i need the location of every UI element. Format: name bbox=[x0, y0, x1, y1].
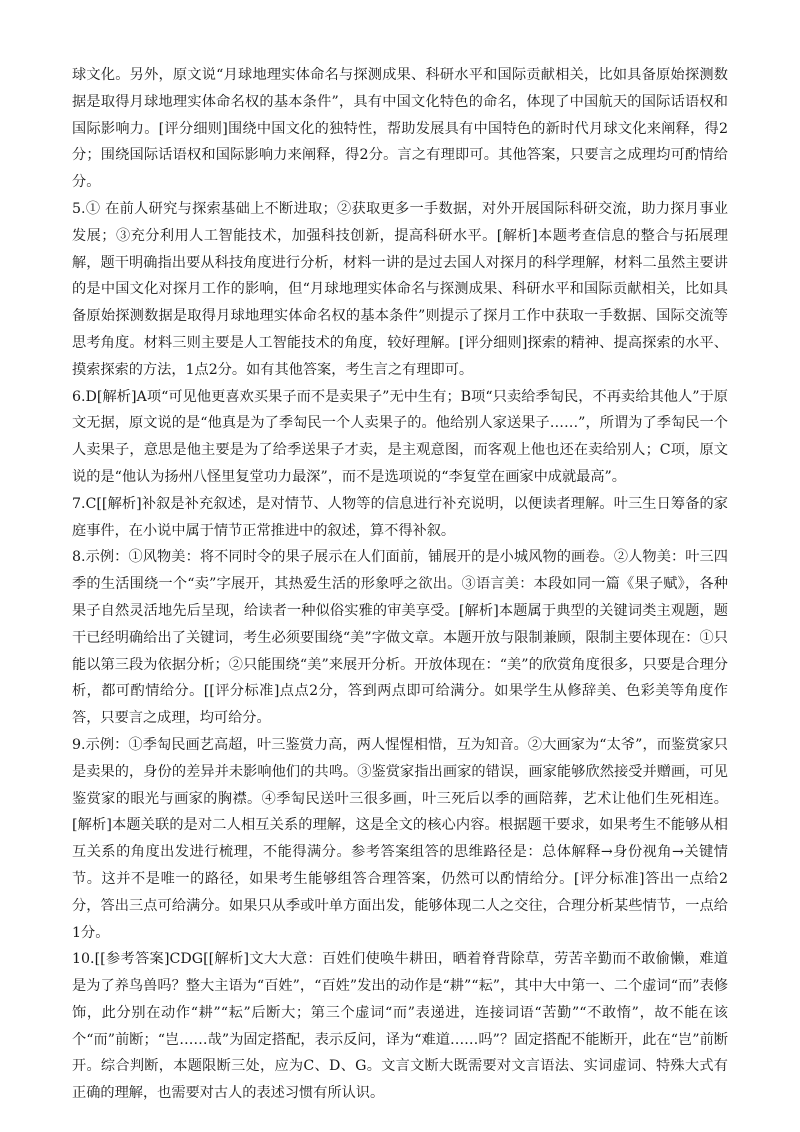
paragraph-moon-culture-continued: 球文化。另外，原文说“月球地理实体命名与探测成果、科研水平和国际贡献相关，比如具备原始探测数据是取得月球地理实体命名权的基本条件”，具有中国文化特色的命名，体现了中国航天的国际话语权和国际影响力。[评分细则]围绕中国文化的独特性，帮助发展具有中国特色的新时代月球文化来阐释，得2分；围绕国际话语权和国际影响力来阐释，得2分。言之有理即可。其他答案，只要言之成理均可酌情给分。 bbox=[72, 67, 728, 191]
answer-key-page bbox=[72, 62, 728, 1107]
answer-5: 5.① 在前人研究与探索基础上不断进取；②获取更多一手数据，对外开展国际科研交流，助力探月事业发展；③充分利用人工智能技术，加强科技创新，提高科研水平。[解析]本题考查信息的整合与拓展理解，题干明确指出要从科技角度进行分析，材料一讲的是过去国人对探月的科学理解，材料二虽然主要讲的是中国文化对探月工作的影响，但“月球地理实体命名与探测成果、科研水平和国际贡献相关，比如具备原始探测数据是取得月球地理实体命名权的基本条件”则提示了探月工作中获取一手数据、国际交流等思考角度。材料三则主要是人工智能技术的角度，较好理解。[评分细则]探索的精神、提高探索的水平、摸索探索的方法，1点2分。如有其他答案，考生言之有理即可。 bbox=[72, 200, 728, 378]
answer-10: 10.[[参考答案]CDG[[解析]文大大意：百姓们使唤牛耕田，晒着脊背除草，劳苦辛勤而不敢偷懒，难道是为了养鸟兽吗？整大主语为“百姓”，“百姓”发出的动作是“耕”“耘”，其中大中第一、二个虚词“而”表修饰，此分别在动作“耕”“耘”后断大；第三个虚词“而”表递进，连接词语“苦勤”“不敢惰”，故不能在该个“而”前断；“岂……哉”为固定搭配，表示反问，译为“难道……吗”？固定搭配不能断开，此在“岂”前断开。综合判断，本题限断三处，应为C、D、G。文言文断大既需要对文言语法、实词虚词、特殊大式有正确的理解，也需要对古人的表述习惯有所认识。 bbox=[72, 951, 728, 1102]
answer-9: 9.示例：①季匋民画艺高超，叶三鉴赏力高，两人惺惺相惜，互为知音。②大画家为“太爷”，而鉴赏家只是卖果的，身份的差异并未影响他们的共鸣。③鉴赏家指出画家的错误，画家能够欣然接受并赠画，可见鉴赏家的眼光与画家的胸襟。④季匋民送叶三很多画，叶三死后以季的画陪葬，艺术让他们生死相连。[解析]本题关联的是对二人相互关系的理解，这是全文的核心内容。根据题干要求，如果考生不能够从相互关系的角度出发进行梳理，不能得满分。参考答案组答的思维路径是：总体解释→身份视角→关键情节。这并不是唯一的路径，如果考生能够组答合理答案，仍然可以酌情给分。[评分标准]答出一点给2分，答出三点可给满分。如果只从季或叶单方面出发，能够体现二人之交往，合理分析某些情节，一点给1分。 bbox=[72, 736, 728, 941]
answer-7: 7.C[[解析]补叙是补充叙述，是对情节、人物等的信息进行补充说明，以便读者理解。叶三生日筹备的家庭事件，在小说中属于情节正常推进中的叙述，算不得补叙。 bbox=[72, 495, 728, 539]
answer-8: 8.示例：①风物美：将不同时令的果子展示在人们面前，铺展开的是小城风物的画卷。②人物美：叶三四季的生活围绕一个“卖”字展开，其热爱生活的形象呼之欲出。③语言美：本段如同一篇《果子赋》，各种果子自然灵活地先后呈现，给读者一种似俗实雅的审美享受。[解析]本题属于典型的关键词类主观题，题干已经明确给出了关键词，考生必须要围绕“美”字做文章。本题开放与限制兼顾，限制主要体现在：①只能以第三段为依据分析；②只能围绕“美”来展开分析。开放体现在：“美”的欣赏角度很多，只要是合理分析，都可酌情给分。[[评分标准]点点2分，答到两点即可给满分。如果学生从修辞美、色彩美等角度作答，只要言之成理，均可给分。 bbox=[72, 549, 728, 727]
answer-6: 6.D[解析]A项“可见他更喜欢买果子而不是卖果子”无中生有；B项“只卖给季匋民，不再卖给其他人”于原文无据，原文说的是“他真是为了季匋民一个人卖果子的。他给别人家送果子……”，所谓为了季匋民一个人卖果子，意思是他主要是为了给季送果子才卖，是主观意图，而客观上他也还在卖给别人；C项，原文说的是“他认为扬州八怪里复堂功力最深”，而不是选项说的“李复堂在画家中成就最高”。 bbox=[72, 388, 728, 485]
